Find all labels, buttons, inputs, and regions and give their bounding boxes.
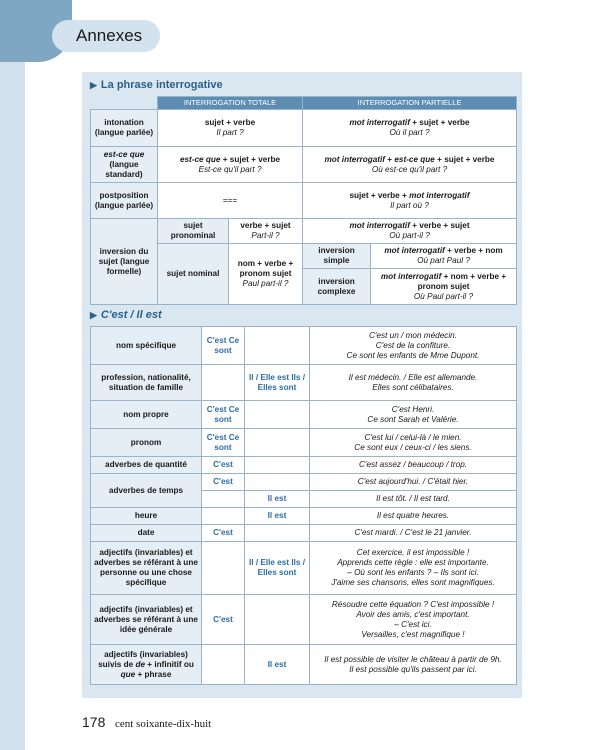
section-title-cest: ▶ C'est / Il est (90, 309, 162, 321)
cest-cell (202, 365, 245, 401)
ilest-cell: Il est (245, 491, 310, 508)
row-label: heure (91, 508, 202, 525)
row-label: profession, nationalité, situation de famille (91, 365, 202, 401)
header-title: Annexes (52, 20, 160, 52)
ilest-cell (245, 457, 310, 474)
complexe-partielle: mot interrogatif + nom + verbe + pronom sujet Où Paul part-il ? (371, 269, 517, 305)
cest-cell: C'est (202, 457, 245, 474)
row-label: adverbes de quantité (91, 457, 202, 474)
ilest-cell (245, 327, 310, 365)
page-sidebar (0, 0, 25, 750)
table-row (91, 474, 517, 491)
ilest-cell: Il / Elle est Ils / Elles sont (245, 365, 310, 401)
example-cell: Il est tôt. / Il est tard. (310, 491, 517, 508)
cest-cell: C'est (202, 474, 245, 491)
cest-cell: C'est Ce sont (202, 401, 245, 429)
table-row (91, 401, 517, 429)
ilest-cell: Il est (245, 645, 310, 685)
sub-label-complexe: inversion complexe (303, 269, 371, 305)
example-cell: Il est possible de visiter le château à partir de 9h. Il est possible qu'ils passent par ici. (310, 645, 517, 685)
cest-cell: C'est Ce sont (202, 429, 245, 457)
estceque-total: est-ce que + sujet + verbe Est-ce qu'il part ? (158, 147, 303, 183)
example-cell: C'est lui / celui-là / le mien. Ce sont eux / ceux-ci / les siens. (310, 429, 517, 457)
ilest-cell (245, 595, 310, 645)
table-row (91, 645, 517, 685)
postposition-total: === (158, 183, 303, 219)
triangle-icon: ▶ (90, 310, 97, 320)
postposition-partielle: sujet + verbe + mot interrogatif Il part où ? (303, 183, 517, 219)
ilest-cell: Il / Elle est Ils / Elles sont (245, 542, 310, 595)
row-label: nom propre (91, 401, 202, 429)
row-label: adjectifs (invariables) et adverbes se référant à une idée générale (91, 595, 202, 645)
table-row (91, 365, 517, 401)
cest-cell (202, 508, 245, 525)
header-blank (91, 97, 158, 110)
col-header-total: INTERROGATION TOTALE (158, 97, 303, 110)
example-cell: C'est mardi. / C'est le 21 janvier. (310, 525, 517, 542)
sub-label-nominal: sujet nominal (158, 244, 229, 305)
table-row (91, 457, 517, 474)
cest-cell: C'est (202, 525, 245, 542)
row-label-inversion: inversion du sujet (langue formelle) (91, 219, 158, 305)
page-footer (82, 714, 211, 730)
row-label: adverbes de temps (91, 474, 202, 508)
cest-cell (202, 645, 245, 685)
ilest-cell: Il est (245, 508, 310, 525)
pronominal-total: verbe + sujet Part-il ? (229, 219, 303, 244)
row-label: nom spécifique (91, 327, 202, 365)
ilest-cell (245, 525, 310, 542)
example-cell: Résoudre cette équation ? C'est impossible ! Avoir des amis, c'est important. – C'est ici. Versailles, c'est magnifique ! (310, 595, 517, 645)
interrogative-table (90, 96, 517, 305)
ilest-cell (245, 474, 310, 491)
ilest-cell (245, 429, 310, 457)
col-header-partielle: INTERROGATION PARTIELLE (303, 97, 517, 110)
table-row (91, 542, 517, 595)
estceque-partielle: mot interrogatif + est-ce que + sujet + verbe Où est-ce qu'il part ? (303, 147, 517, 183)
example-cell: C'est aujourd'hui. / C'était hier. (310, 474, 517, 491)
row-label-estceque: est-ce que (langue standard) (91, 147, 158, 183)
intonation-partielle: mot interrogatif + sujet + verbe Où il part ? (303, 110, 517, 147)
triangle-icon: ▶ (90, 80, 97, 90)
table-row (91, 327, 517, 365)
row-label: pronom (91, 429, 202, 457)
example-cell: Il est médecin. / Elle est allemande. Elles sont célibataires. (310, 365, 517, 401)
pronominal-partielle: mot interrogatif + verbe + sujet Où part-il ? (303, 219, 517, 244)
intonation-total: sujet + verbe Il part ? (158, 110, 303, 147)
cest-cell: C'est (202, 595, 245, 645)
example-cell: C'est assez / beaucoup / trop. (310, 457, 517, 474)
example-cell: C'est Henri. Ce sont Sarah et Valérie. (310, 401, 517, 429)
table-row (91, 595, 517, 645)
row-label: adjectifs (invariables) et adverbes se référant à une personne ou une chose spécifique (91, 542, 202, 595)
nominal-total: nom + verbe + pronom sujet Paul part-il ? (229, 244, 303, 305)
page-number-words: cent soixante-dix-huit (114, 718, 212, 730)
row-label-intonation: intonation (langue parlée) (91, 110, 158, 147)
sub-label-pronominal: sujet pronominal (158, 219, 229, 244)
ilest-cell (245, 401, 310, 429)
row-label-postposition: postposition (langue parlée) (91, 183, 158, 219)
cest-cell (202, 491, 245, 508)
cest-cell: C'est Ce sont (202, 327, 245, 365)
example-cell: Il est quatre heures. (310, 508, 517, 525)
table-row (91, 508, 517, 525)
sub-label-simple: inversion simple (303, 244, 371, 269)
row-label: date (91, 525, 202, 542)
cest-table (90, 326, 517, 685)
section-title-interrogative: ▶ La phrase interrogative (90, 79, 223, 91)
table-row (91, 525, 517, 542)
simple-partielle: mot interrogatif + verbe + nom Où part Paul ? (371, 244, 517, 269)
cest-cell (202, 542, 245, 595)
page-number: 178 (82, 714, 106, 730)
row-label: adjectifs (invariables) suivis de de + infinitif ou que + phrase (91, 645, 202, 685)
example-cell: Cet exercice, il est impossible ! Apprends cette règle : elle est importante. – Où sont les enfants ? – Ils sont ici. J'aime ses chansons, elles sont magnifiques. (310, 542, 517, 595)
example-cell: C'est un / mon médecin. C'est de la confiture. Ce sont les enfants de Mme Dupont. (310, 327, 517, 365)
table-row (91, 429, 517, 457)
